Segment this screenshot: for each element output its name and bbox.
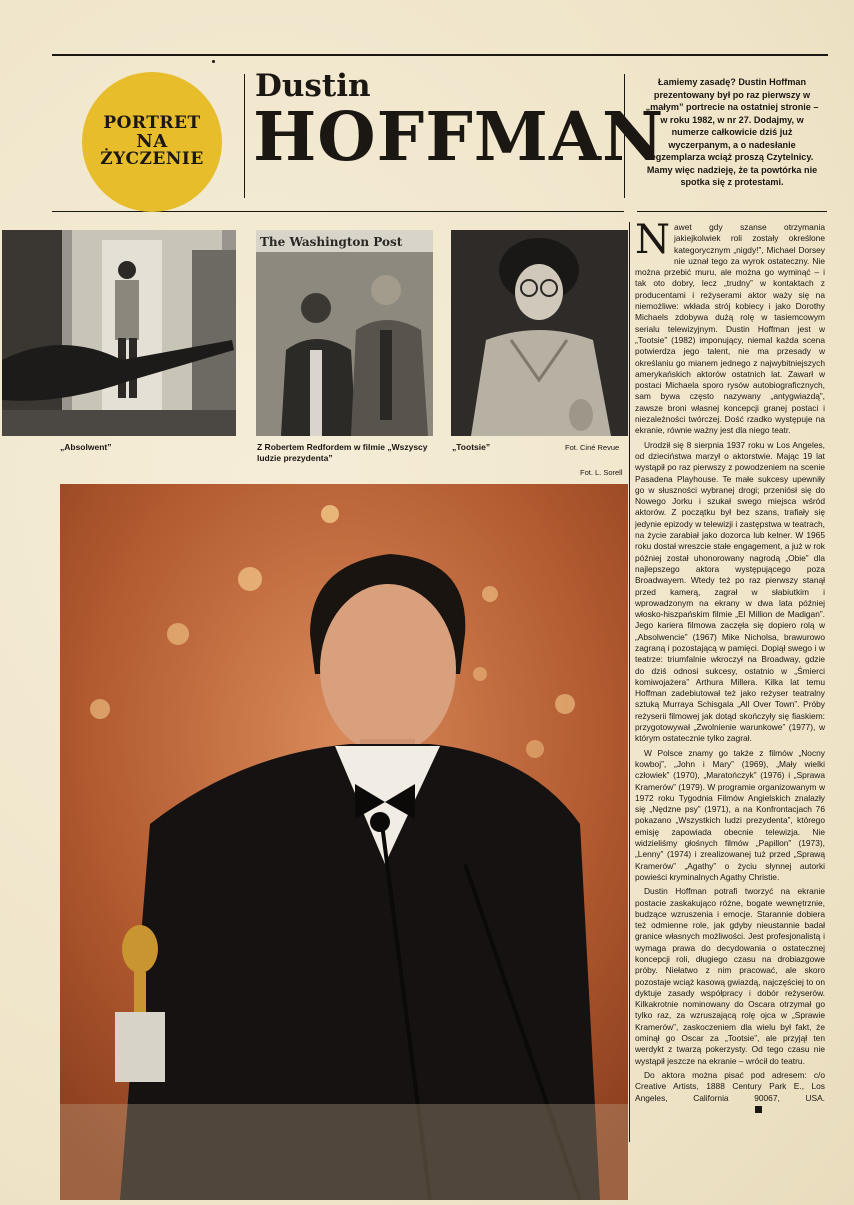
divider-vertical-1 (244, 74, 245, 198)
title-last-name: HOFFMAN (253, 97, 665, 176)
intro-text: Łamiemy zasadę? Dustin Hoffman prezentowany był po raz pierwszy w „małym” portrecie na ostatniej stronie – w roku 1982, w nr 27. Dodajmy, w numerze całkowicie dziś już wyczerpanym, a o nadesłanie egzemplarza wciąż proszą Czytelnicy. Mamy więc nadzieję, że ta powtórka nie spotka się z protestami. (645, 77, 819, 187)
badge-line-1: PORTRET (103, 112, 201, 133)
photo-credit-cine-revue: Fot. Ciné Revue (565, 443, 620, 452)
drop-cap: N (635, 217, 670, 263)
article-paragraph-5 (635, 1070, 825, 1115)
badge-line-3: ŻYCZENIE (100, 149, 204, 170)
photo-absolwent (2, 230, 236, 436)
intro-bottom-rule (637, 211, 827, 212)
end-mark-icon (755, 1106, 762, 1113)
badge-line-2: NA (136, 130, 168, 152)
title-first-name: Dustin (255, 68, 371, 104)
caption-wszyscy-ludzie: Z Robertem Redfordem w filmie „Wszyscy ludzie prezydenta” (257, 442, 428, 463)
photo-main-portrait (60, 484, 628, 1200)
article-paragraph-2: Urodził się 8 sierpnia 1937 roku w Los Angeles, od dzieciństwa marzył o aktorstwie. Mając 19 lat wystąpił po raz pierwszy z powodzeniem na scenie Pasadena Playhouse. Te małe sukcesy upewniły go w słuszności wybranej drogi; przeniósł się do Nowego Jorku i szukał swego miejsca wśród aktorów. Z początku był bez szans, trafiały się jedynie epizody w telewizji i zastępstwa w teatrach, na życie zarabiał jako dozorca lub kelner. W 1965 roku dostał wreszcie stałe engagement, a już w rok później został uhonorowany nagrodą „Obie” dla najlepszego aktora występującego poza Broadwayem. Wtedy też po raz pierwszy stanął przed kamerą, zagrał w słabiutkim i wprowadzonym na ekrany w dwa lata później włosko-hiszpańskim filmie „El Million de Madigan”. Jego kariera filmowa zaczęła się dopiero rolą w „Absolwencie” (1967) Mike Nicholsa, brawurowo zagraną i pozostającą w pamięci. Dopiął swego i w teatrze: triumfalnie wkroczył na Broadway, gdzie do dziś odnosi sukcesy, ostatnio w „Śmierci komiwojażera” Arthura Millera. Kilka lat temu Hoffman zadebiutował też jako reżyser teatralny sztuką Murraya Schisgala „All Over Town”. Próby reżyserii filmowej jak dotąd skończyły się fiaskiem: przygotowywał „Zwolnienie warunkowe” (1977), w którym ostatecznie tylko zagrał. (635, 439, 825, 744)
caption-tootsie: „Tootsie” (452, 442, 491, 452)
page-dot (212, 60, 215, 63)
photo-main-portrait-image (60, 484, 628, 1200)
top-rule (52, 54, 828, 56)
photo-wszyscy-ludzie-image (256, 230, 433, 436)
article-paragraph-1 (635, 217, 825, 437)
newspaper-sign: The Washington Post (260, 235, 403, 249)
photo-absolwent-image (2, 230, 236, 436)
article-address: Do aktora można pisać pod adresem: c/o Creative Artists, 1888 Century Park E., Los Angeles, California 90067, USA. (635, 1069, 825, 1103)
caption-absolwent: „Absolwent” (60, 442, 112, 452)
photo-tootsie (451, 230, 628, 436)
article-paragraph-4: Dustin Hoffman potrafi tworzyć na ekranie postacie zaskakująco różne, bogate wewnętrznie, budzące wzruszenia i emocje. Starannie dobiera też odmienne role, jak gdyby nieustannie badał granice własnych możliwości. Jest profesjonalistą i wymaga prawa do decydowania o ostatecznej koncepcji roli, długiego czasu na drobiazgowe próby. Niełatwo z nim pracować, ale skoro pozostaje wciąż kasową gwiazdą, najczęściej to on dyktuje zasady współpracy i dobór reżyserów. Kilkakrotnie nominowany do Oscara otrzymał go tylko raz, za wzruszającą rolę ojca w „Sprawie Kramerów”, zaskoczeniem dla wielu był fakt, że ominął go Oscar za „Tootsie”, ale przyjął ten werdykt z twarzą pokerzysty. Od tego czasu nie wystąpił jeszcze na ekranie – wrócił do teatru. (635, 886, 825, 1066)
article-body (635, 217, 825, 1118)
photo-tootsie-image (451, 230, 628, 436)
column-divider (629, 222, 630, 1142)
header-bottom-rule (52, 211, 624, 212)
article-paragraph-3: W Polsce znamy go także z filmów „Nocny kowboj”, „John i Mary” (1969), „Mały wielki człowiek” (1970), „Maratończyk” (1976) i „Sprawa Kramerów” (1979). W programie organizowanym w 1972 roku Tygodnia Filmów Angielskich znalazły się „Nędzne psy” (1971), a na Konfrontacjach 76 pokazano „Wszystkich ludzi prezydenta”, którego emisję zapowiada obecnie telewizja. Nie widzieliśmy głośnych filmów „Papillon” (1973), „Lenny” (1974) i zrealizowanej tuż przed „Sprawą Kramerów” „Agathy” o życiu słynnej autorki powieści kryminalnych Agathy Christie. (635, 747, 825, 882)
article-paragraph-1-text: awet gdy szanse otrzymania jakiejkolwiek roli zostały określone kategorycznym „nigdy!”, Michael Dorsey nie uznał tego za wyrok ostateczny. Nie można przebić muru, ale można go wyminąć – i tak oto dobry, lecz „trudny” w kontaktach z producentami i reżyserami aktor waży się na niemożliwe: wkłada strój kobiecy i jako Dorothy Michaels zdobywa dużą rolę w tasiemcowym serialu telewizyjnym. Dustin Hoffman jest w „Tootsie” (1982) imponujący, niemal każda scena potwierdza jego talent, nie ma przesady w określaniu go mianem jednego z najwybitniejszych amerykańskich aktorów ostatnich lat. Zawarł w postaci Michaela sporo rysów autobiograficznych, sam bywa często nazywany „antygwiazdą”, zawsze broni własnej koncepcji granej postaci i niezależności twórczej. Dość rzadko występuje na ekranie, równie ważny jest dla niego teatr. (635, 222, 825, 436)
photo-credit-sorell: Fot. L. Sorell (580, 468, 623, 477)
section-badge (82, 72, 222, 212)
photo-wszyscy-ludzie (256, 230, 433, 436)
